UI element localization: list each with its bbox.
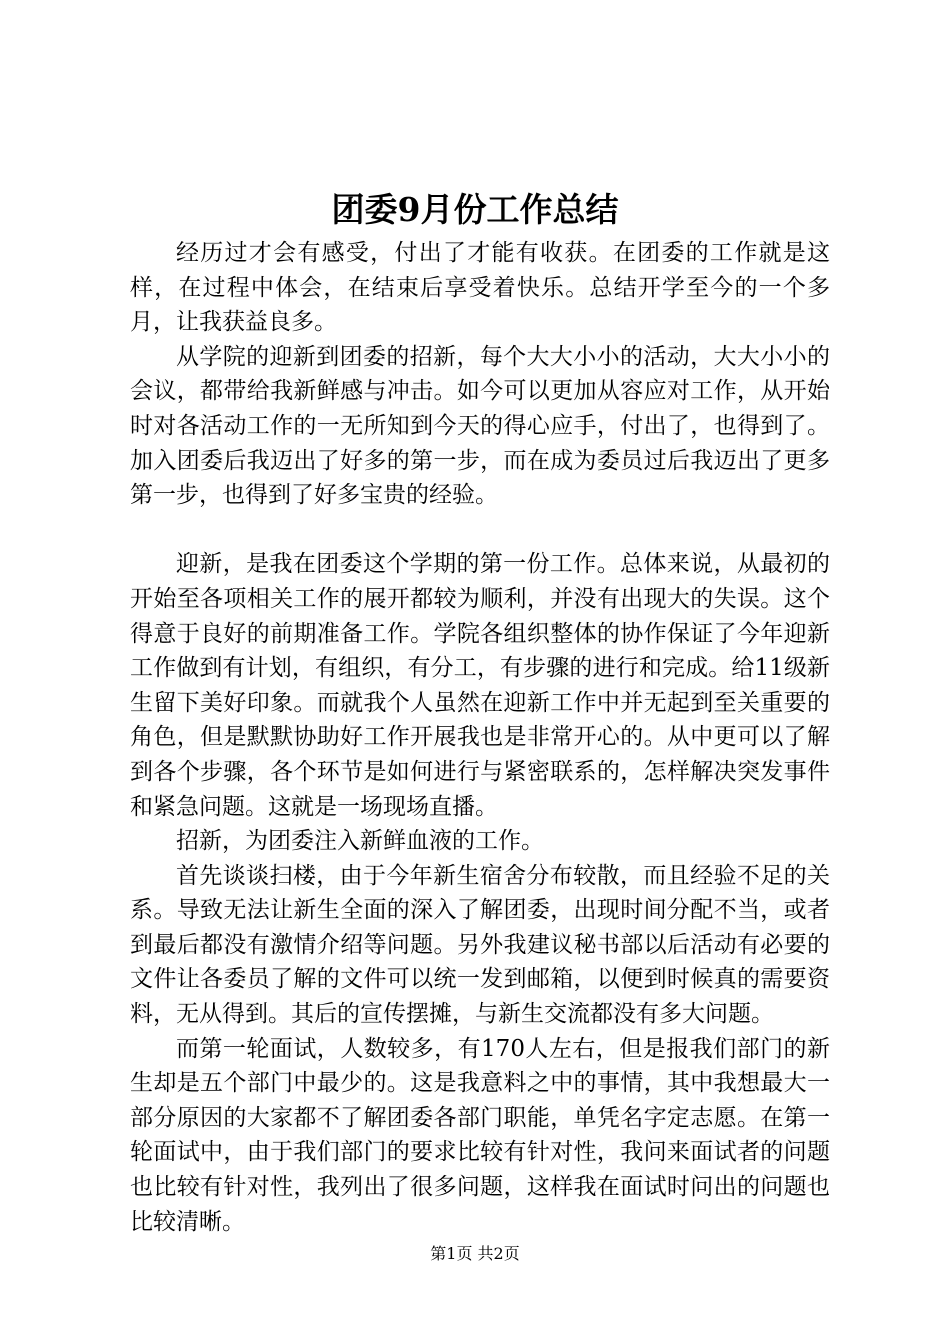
paragraph-4: 招新，为团委注入新鲜血液的工作。	[176, 828, 544, 855]
paragraph-6: 而第一轮面试，人数较多，有170人左右，但是报我们部门的新生却是五个部门中最少的。这是我意料之中的事情，其中我想最大一部分原因的大家都不了解团委各部门职能，单凭名字定志愿。在第一轮面试中，由于我们部门的要求比较有针对性，我问来面试者的问题也比较有针对性，我列出了很多问题，这样我在面试时问出的问题也比较清晰。	[130, 1035, 830, 1235]
paragraph-2: 从学院的迎新到团委的招新，每个大大小小的活动，大大小小的会议，都带给我新鲜感与冲击。如今可以更加从容应对工作，从开始时对各活动工作的一无所知到今天的得心应手，付出了，也得到了。加入团委后我迈出了好多的第一步，而在成为委员过后我迈出了更多第一步，也得到了好多宝贵的经验。	[130, 343, 830, 509]
page-footer: 第1页 共2页	[430, 1244, 520, 1263]
document-title: 团委9月份工作总结	[331, 190, 619, 229]
paragraph-spacer	[130, 513, 830, 548]
paragraph-5: 首先谈谈扫楼，由于今年新生宿舍分布较散，而且经验不足的关系。导致无法让新生全面的深入了解团委，出现时间分配不当，或者到最后都没有激情介绍等问题。另外我建议秘书部以后活动有必要的文件让各委员了解的文件可以统一发到邮箱，以便到时候真的需要资料，无从得到。其后的宣传摆摊，与新生交流都没有多大问题。	[130, 862, 830, 1028]
paragraph-3: 迎新，是我在团委这个学期的第一份工作。总体来说，从最初的开始至各项相关工作的展开都较为顺利，并没有出现大的失误。这个得意于良好的前期准备工作。学院各组织整体的协作保证了今年迎新工作做到有计划，有组织，有分工，有步骤的进行和完成。给11级新生留下美好印象。而就我个人虽然在迎新工作中并无起到至关重要的角色，但是默默协助好工作开展我也是非常开心的。从中更可以了解到各个步骤，各个环节是如何进行与紧密联系的，怎样解决突发事件和紧急问题。这就是一场现场直播。	[130, 551, 830, 820]
paragraph-1: 经历过才会有感受，付出了才能有收获。在团委的工作就是这样，在过程中体会，在结束后享受着快乐。总结开学至今的一个多月，让我获益良多。	[130, 240, 830, 336]
document-body	[130, 236, 830, 1239]
